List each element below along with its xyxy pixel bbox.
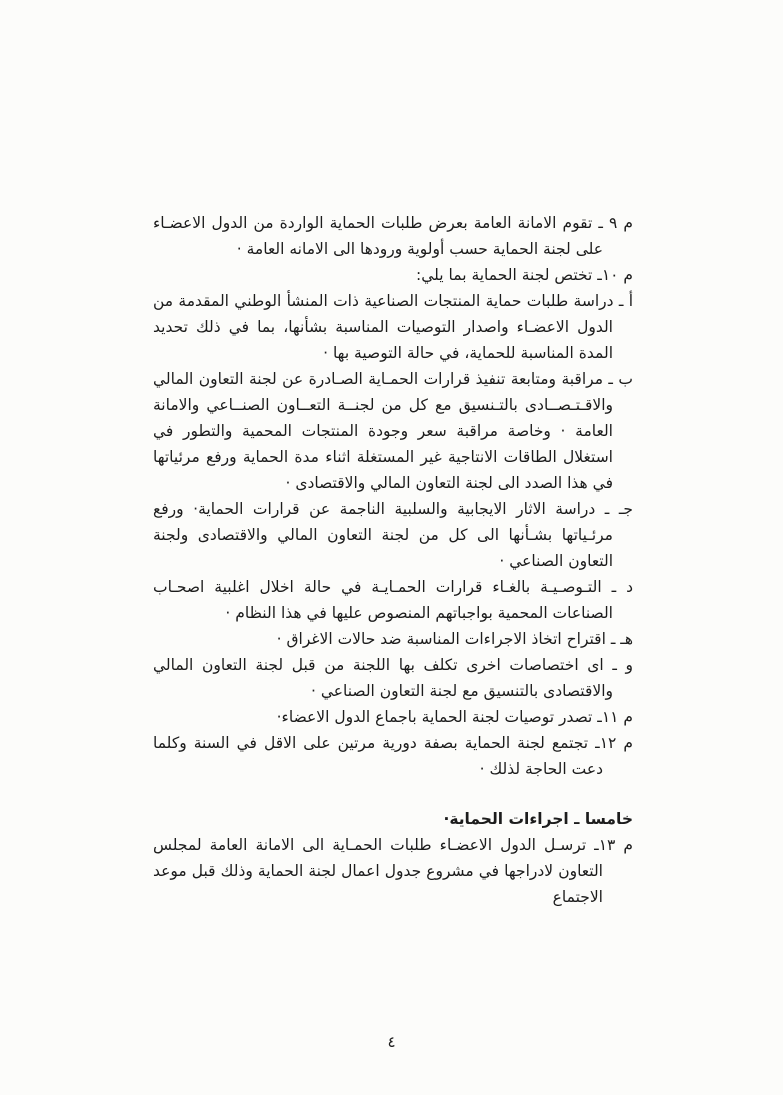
item-dal: د ـ التـوصـيـة بالغـاء قرارات الحمـايـة في حالة اخلال اغلبية اصحـاب الصناعات المحمية بواجباتهم المنصوص عليها في هذا النظام · — [153, 578, 633, 622]
page-number: ٤ — [387, 1033, 396, 1051]
item-ba: ب ـ مراقبة ومتابعة تنفيذ قرارات الحمـاية الصـادرة عن لجنة التعاون المالي والاقـتـصــادى بالتـنسيق مع كل من لجنــة التعــاون الصنــاعي والامانة العامة · وخاصة مراقبة سعر وجودة المنتجات المحمية والتطور في استغلال الطاقات الانتاجية غير المستغلة اثناء مدة الحماية ورفع مرئياتها في هذا الصدد الى لجنة التعاون المالي والاقتصادى · — [153, 370, 633, 492]
text-block — [153, 210, 633, 910]
item-jeem: جـ ـ دراسة الاثار الايجابية والسلبية الناجمة عن قرارات الحماية· ورفع مرئـياتها بشـأنها الى كل من لجنة التعاون المالي والاقتصادى ولجنة التعاون الصناعي · — [153, 500, 633, 570]
article-9: م ٩ ـ تقوم الامانة العامة بعرض طلبات الحماية الواردة من الدول الاعضـاء على لجنة الحماية حسب أولوية ورودها الى الامانه العامة · — [153, 214, 633, 258]
article-11: م ١١ـ تصدر توصيات لجنة الحماية باجماع الدول الاعضاء· — [276, 708, 633, 726]
article-13: م ١٣ـ ترسـل الدول الاعضـاء طلبات الحمـاية الى الامانة العامة لمجلس التعاون لادراجها في مشروع جدول اعمال لجنة الحماية وذلك قبل موعد الاجتماع — [153, 836, 633, 906]
section-heading: خامسا ـ اجراءات الحماية· — [443, 810, 633, 828]
item-waw: و ـ اى اختصاصات اخرى تكلف بها اللجنة من قبل لجنة التعاون المالي والاقتصادى بالتنسيق مع لجنة التعاون الصناعي · — [153, 656, 633, 700]
item-ha: هـ ـ اقتراح اتخاذ الاجراءات المناسبة ضد حالات الاغراق · — [276, 630, 633, 648]
item-alef: أ ـ دراسة طلبات حماية المنتجات الصناعية ذات المنشأ الوطني المقدمة من الدول الاعضـاء واصدار التوصيات المناسبة بشأنها، بما في ذلك تحديد المدة المناسبة للحماية، في حالة التوصية بها · — [153, 292, 633, 362]
article-10: م ١٠ـ تختص لجنة الحماية بما يلي: — [416, 266, 633, 284]
article-12: م ١٢ـ تجتمع لجنة الحماية بصفة دورية مرتين على الاقل في السنة وكلما دعت الحاجة لذلك · — [153, 734, 633, 778]
